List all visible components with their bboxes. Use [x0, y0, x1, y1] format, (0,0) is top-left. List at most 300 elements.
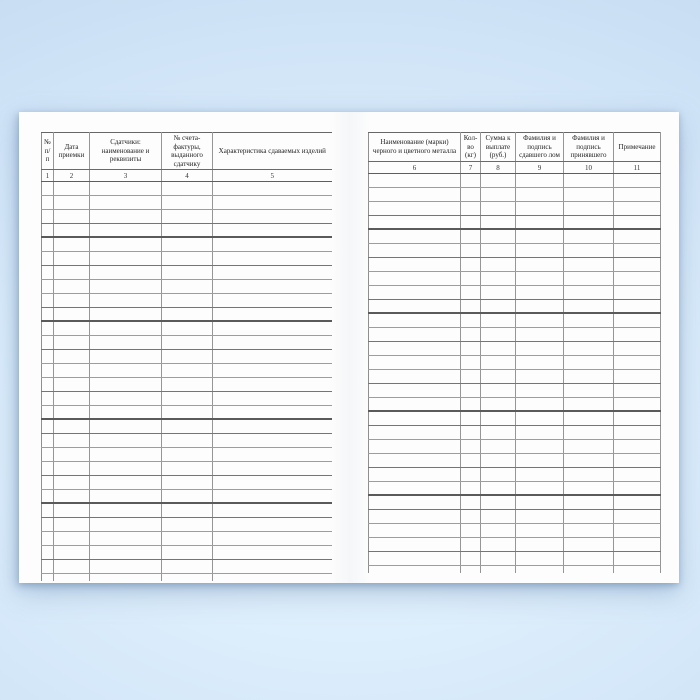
empty-cell [564, 202, 614, 216]
right-column-number: 10 [564, 162, 614, 174]
empty-cell [213, 210, 332, 224]
empty-cell [516, 229, 564, 244]
empty-cell [516, 258, 564, 272]
left-blank-row [42, 364, 332, 378]
empty-cell [369, 426, 461, 440]
empty-cell [42, 419, 54, 434]
empty-cell [213, 574, 332, 582]
empty-cell [42, 237, 54, 252]
empty-cell [564, 244, 614, 258]
open-ledger-book [19, 112, 679, 583]
empty-cell [54, 546, 90, 560]
empty-cell [90, 462, 162, 476]
empty-cell [162, 364, 213, 378]
right-column-header-4: Фамилия и подпись сдавшего лом [516, 133, 564, 162]
empty-cell [162, 532, 213, 546]
empty-cell [213, 224, 332, 238]
empty-cell [162, 210, 213, 224]
empty-cell [564, 482, 614, 496]
empty-cell [54, 462, 90, 476]
empty-cell [614, 328, 661, 342]
right-column-number: 7 [461, 162, 481, 174]
empty-cell [213, 364, 332, 378]
left-blank-row [42, 392, 332, 406]
empty-cell [564, 286, 614, 300]
empty-cell [461, 440, 481, 454]
left-blank-row [42, 336, 332, 350]
empty-cell [369, 313, 461, 328]
empty-cell [42, 350, 54, 364]
right-blank-row [369, 384, 661, 398]
empty-cell [90, 546, 162, 560]
empty-cell [461, 258, 481, 272]
empty-cell [42, 252, 54, 266]
right-blank-row [369, 216, 661, 230]
empty-cell [481, 258, 516, 272]
empty-cell [614, 384, 661, 398]
empty-cell [564, 510, 614, 524]
empty-cell [614, 174, 661, 188]
empty-cell [481, 370, 516, 384]
empty-cell [564, 468, 614, 482]
empty-cell [481, 272, 516, 286]
empty-cell [516, 552, 564, 566]
right-blank-row [369, 510, 661, 524]
empty-cell [481, 552, 516, 566]
empty-cell [461, 384, 481, 398]
empty-cell [213, 392, 332, 406]
empty-cell [162, 308, 213, 322]
empty-cell [90, 406, 162, 420]
left-partial-row [42, 574, 332, 582]
left-blank-row [42, 196, 332, 210]
empty-cell [162, 448, 213, 462]
empty-cell [90, 560, 162, 574]
empty-cell [90, 182, 162, 196]
empty-cell [213, 266, 332, 280]
empty-cell [162, 321, 213, 336]
empty-cell [516, 174, 564, 188]
empty-cell [369, 272, 461, 286]
empty-cell [614, 244, 661, 258]
right-blank-row [369, 174, 661, 188]
empty-cell [213, 434, 332, 448]
empty-cell [162, 378, 213, 392]
empty-cell [481, 342, 516, 356]
left-column-header-4: № счета-фактуры, выданного сдатчику [162, 133, 213, 170]
empty-cell [90, 490, 162, 504]
empty-cell [162, 252, 213, 266]
empty-cell [614, 229, 661, 244]
empty-cell [564, 328, 614, 342]
empty-cell [90, 266, 162, 280]
empty-cell [369, 454, 461, 468]
empty-cell [162, 336, 213, 350]
empty-cell [213, 503, 332, 518]
empty-cell [369, 495, 461, 510]
empty-cell [461, 272, 481, 286]
empty-cell [564, 300, 614, 314]
empty-cell [516, 384, 564, 398]
right-blank-row [369, 356, 661, 370]
empty-cell [54, 210, 90, 224]
empty-cell [162, 462, 213, 476]
empty-cell [162, 574, 213, 582]
empty-cell [461, 426, 481, 440]
empty-cell [42, 574, 54, 582]
right-blank-row [369, 244, 661, 258]
left-blank-row [42, 490, 332, 504]
empty-cell [213, 182, 332, 196]
empty-cell [54, 224, 90, 238]
empty-cell [54, 490, 90, 504]
left-column-number: 4 [162, 170, 213, 182]
empty-cell [481, 328, 516, 342]
left-blank-row [42, 321, 332, 336]
empty-cell [516, 454, 564, 468]
empty-cell [614, 495, 661, 510]
empty-cell [481, 510, 516, 524]
empty-cell [614, 440, 661, 454]
empty-cell [54, 518, 90, 532]
empty-cell [614, 398, 661, 412]
empty-cell [42, 476, 54, 490]
left-blank-row [42, 308, 332, 322]
empty-cell [614, 188, 661, 202]
left-blank-row [42, 252, 332, 266]
empty-cell [369, 216, 461, 230]
empty-cell [162, 434, 213, 448]
empty-cell [516, 426, 564, 440]
empty-cell [213, 462, 332, 476]
empty-cell [564, 398, 614, 412]
empty-cell [42, 518, 54, 532]
empty-cell [516, 188, 564, 202]
empty-cell [54, 364, 90, 378]
empty-cell [213, 490, 332, 504]
left-blank-row [42, 476, 332, 490]
empty-cell [369, 468, 461, 482]
left-blank-row [42, 182, 332, 196]
empty-cell [516, 286, 564, 300]
empty-cell [90, 224, 162, 238]
empty-cell [481, 216, 516, 230]
left-blank-row [42, 350, 332, 364]
left-blank-row [42, 448, 332, 462]
empty-cell [90, 434, 162, 448]
empty-cell [42, 280, 54, 294]
empty-cell [564, 370, 614, 384]
empty-cell [481, 286, 516, 300]
right-blank-row [369, 440, 661, 454]
empty-cell [213, 378, 332, 392]
empty-cell [42, 532, 54, 546]
empty-cell [461, 229, 481, 244]
empty-cell [481, 524, 516, 538]
empty-cell [461, 538, 481, 552]
left-column-number: 3 [90, 170, 162, 182]
empty-cell [90, 392, 162, 406]
left-blank-row [42, 434, 332, 448]
empty-cell [614, 258, 661, 272]
empty-cell [614, 286, 661, 300]
empty-cell [90, 503, 162, 518]
empty-cell [461, 482, 481, 496]
empty-cell [461, 370, 481, 384]
empty-cell [90, 364, 162, 378]
empty-cell [213, 560, 332, 574]
left-blank-row [42, 294, 332, 308]
empty-cell [54, 237, 90, 252]
empty-cell [516, 468, 564, 482]
empty-cell [369, 398, 461, 412]
left-blank-row [42, 462, 332, 476]
empty-cell [369, 356, 461, 370]
empty-cell [614, 216, 661, 230]
empty-cell [54, 266, 90, 280]
empty-cell [614, 202, 661, 216]
empty-cell [162, 476, 213, 490]
right-blank-row [369, 342, 661, 356]
empty-cell [54, 476, 90, 490]
empty-cell [162, 266, 213, 280]
empty-cell [614, 356, 661, 370]
empty-cell [54, 448, 90, 462]
empty-cell [369, 174, 461, 188]
empty-cell [369, 440, 461, 454]
left-blank-row [42, 224, 332, 238]
empty-cell [564, 216, 614, 230]
empty-cell [516, 300, 564, 314]
empty-cell [54, 196, 90, 210]
left-blank-row [42, 419, 332, 434]
empty-cell [516, 370, 564, 384]
left-blank-row [42, 532, 332, 546]
empty-cell [516, 398, 564, 412]
empty-cell [213, 321, 332, 336]
empty-cell [564, 552, 614, 566]
empty-cell [614, 510, 661, 524]
empty-cell [213, 308, 332, 322]
empty-cell [162, 503, 213, 518]
empty-cell [90, 308, 162, 322]
empty-cell [516, 411, 564, 426]
empty-cell [90, 574, 162, 582]
empty-cell [461, 342, 481, 356]
empty-cell [213, 294, 332, 308]
empty-cell [54, 350, 90, 364]
empty-cell [162, 196, 213, 210]
empty-cell [614, 468, 661, 482]
empty-cell [516, 313, 564, 328]
empty-cell [481, 482, 516, 496]
empty-cell [54, 434, 90, 448]
empty-cell [516, 356, 564, 370]
empty-cell [564, 454, 614, 468]
empty-cell [516, 244, 564, 258]
empty-cell [369, 286, 461, 300]
empty-cell [564, 258, 614, 272]
empty-cell [54, 280, 90, 294]
empty-cell [481, 426, 516, 440]
empty-cell [564, 566, 614, 574]
empty-cell [481, 495, 516, 510]
empty-cell [162, 280, 213, 294]
empty-cell [369, 482, 461, 496]
left-blank-row [42, 237, 332, 252]
empty-cell [461, 244, 481, 258]
empty-cell [369, 370, 461, 384]
right-column-number: 11 [614, 162, 661, 174]
left-column-numbers-row [42, 170, 332, 182]
empty-cell [369, 229, 461, 244]
left-column-number: 1 [42, 170, 54, 182]
empty-cell [162, 560, 213, 574]
left-column-number: 2 [54, 170, 90, 182]
empty-cell [162, 406, 213, 420]
empty-cell [162, 182, 213, 196]
empty-cell [42, 294, 54, 308]
empty-cell [461, 411, 481, 426]
left-blank-row [42, 280, 332, 294]
empty-cell [564, 524, 614, 538]
empty-cell [614, 454, 661, 468]
empty-cell [564, 342, 614, 356]
empty-cell [213, 280, 332, 294]
empty-cell [564, 188, 614, 202]
empty-cell [481, 202, 516, 216]
empty-cell [42, 448, 54, 462]
empty-cell [461, 566, 481, 574]
empty-cell [516, 440, 564, 454]
empty-cell [162, 490, 213, 504]
left-blank-row [42, 503, 332, 518]
empty-cell [461, 313, 481, 328]
empty-cell [564, 411, 614, 426]
left-column-header-5: Характеристика сдаваемых изделий [213, 133, 332, 170]
empty-cell [614, 342, 661, 356]
empty-cell [481, 468, 516, 482]
empty-cell [614, 524, 661, 538]
ledger-table-left-page [41, 132, 332, 581]
empty-cell [481, 174, 516, 188]
empty-cell [162, 392, 213, 406]
empty-cell [614, 538, 661, 552]
empty-cell [162, 518, 213, 532]
left-blank-row [42, 378, 332, 392]
left-column-header-3: Сдатчики: наименование и реквизиты [90, 133, 162, 170]
empty-cell [369, 384, 461, 398]
empty-cell [481, 188, 516, 202]
left-blank-row [42, 546, 332, 560]
empty-cell [516, 272, 564, 286]
empty-cell [42, 308, 54, 322]
empty-cell [369, 510, 461, 524]
empty-cell [516, 566, 564, 574]
right-blank-row [369, 328, 661, 342]
empty-cell [54, 503, 90, 518]
empty-cell [614, 370, 661, 384]
ledger-table-right-page [368, 132, 661, 573]
empty-cell [90, 210, 162, 224]
empty-cell [54, 252, 90, 266]
empty-cell [481, 244, 516, 258]
empty-cell [162, 224, 213, 238]
empty-cell [213, 196, 332, 210]
empty-cell [42, 210, 54, 224]
left-column-number: 5 [213, 170, 332, 182]
empty-cell [369, 188, 461, 202]
empty-cell [42, 462, 54, 476]
right-blank-row [369, 300, 661, 314]
empty-cell [461, 468, 481, 482]
empty-cell [213, 237, 332, 252]
empty-cell [54, 392, 90, 406]
empty-cell [213, 518, 332, 532]
empty-cell [564, 313, 614, 328]
empty-cell [90, 448, 162, 462]
right-column-header-6: Примечание [614, 133, 661, 162]
empty-cell [42, 196, 54, 210]
right-blank-row [369, 426, 661, 440]
empty-cell [369, 552, 461, 566]
right-partial-row [369, 566, 661, 574]
empty-cell [614, 411, 661, 426]
empty-cell [90, 476, 162, 490]
empty-cell [516, 342, 564, 356]
empty-cell [481, 398, 516, 412]
empty-cell [213, 252, 332, 266]
right-column-header-2: Кол-во (кг) [461, 133, 481, 162]
empty-cell [564, 356, 614, 370]
empty-cell [213, 448, 332, 462]
right-column-number: 8 [481, 162, 516, 174]
empty-cell [516, 510, 564, 524]
empty-cell [213, 419, 332, 434]
empty-cell [54, 308, 90, 322]
right-blank-row [369, 482, 661, 496]
empty-cell [54, 574, 90, 582]
empty-cell [461, 510, 481, 524]
right-blank-row [369, 411, 661, 426]
empty-cell [42, 336, 54, 350]
empty-cell [614, 313, 661, 328]
empty-cell [90, 350, 162, 364]
right-column-header-5: Фамилия и подпись принявшего [564, 133, 614, 162]
right-column-numbers-row [369, 162, 661, 174]
empty-cell [90, 518, 162, 532]
left-header-row [42, 133, 332, 170]
empty-cell [564, 538, 614, 552]
empty-cell [481, 454, 516, 468]
empty-cell [162, 294, 213, 308]
right-column-number: 6 [369, 162, 461, 174]
empty-cell [564, 174, 614, 188]
empty-cell [481, 411, 516, 426]
empty-cell [213, 476, 332, 490]
empty-cell [90, 321, 162, 336]
empty-cell [481, 566, 516, 574]
empty-cell [90, 252, 162, 266]
empty-cell [54, 321, 90, 336]
empty-cell [481, 313, 516, 328]
empty-cell [42, 392, 54, 406]
empty-cell [90, 280, 162, 294]
empty-cell [369, 342, 461, 356]
empty-cell [516, 202, 564, 216]
empty-cell [564, 229, 614, 244]
empty-cell [162, 546, 213, 560]
